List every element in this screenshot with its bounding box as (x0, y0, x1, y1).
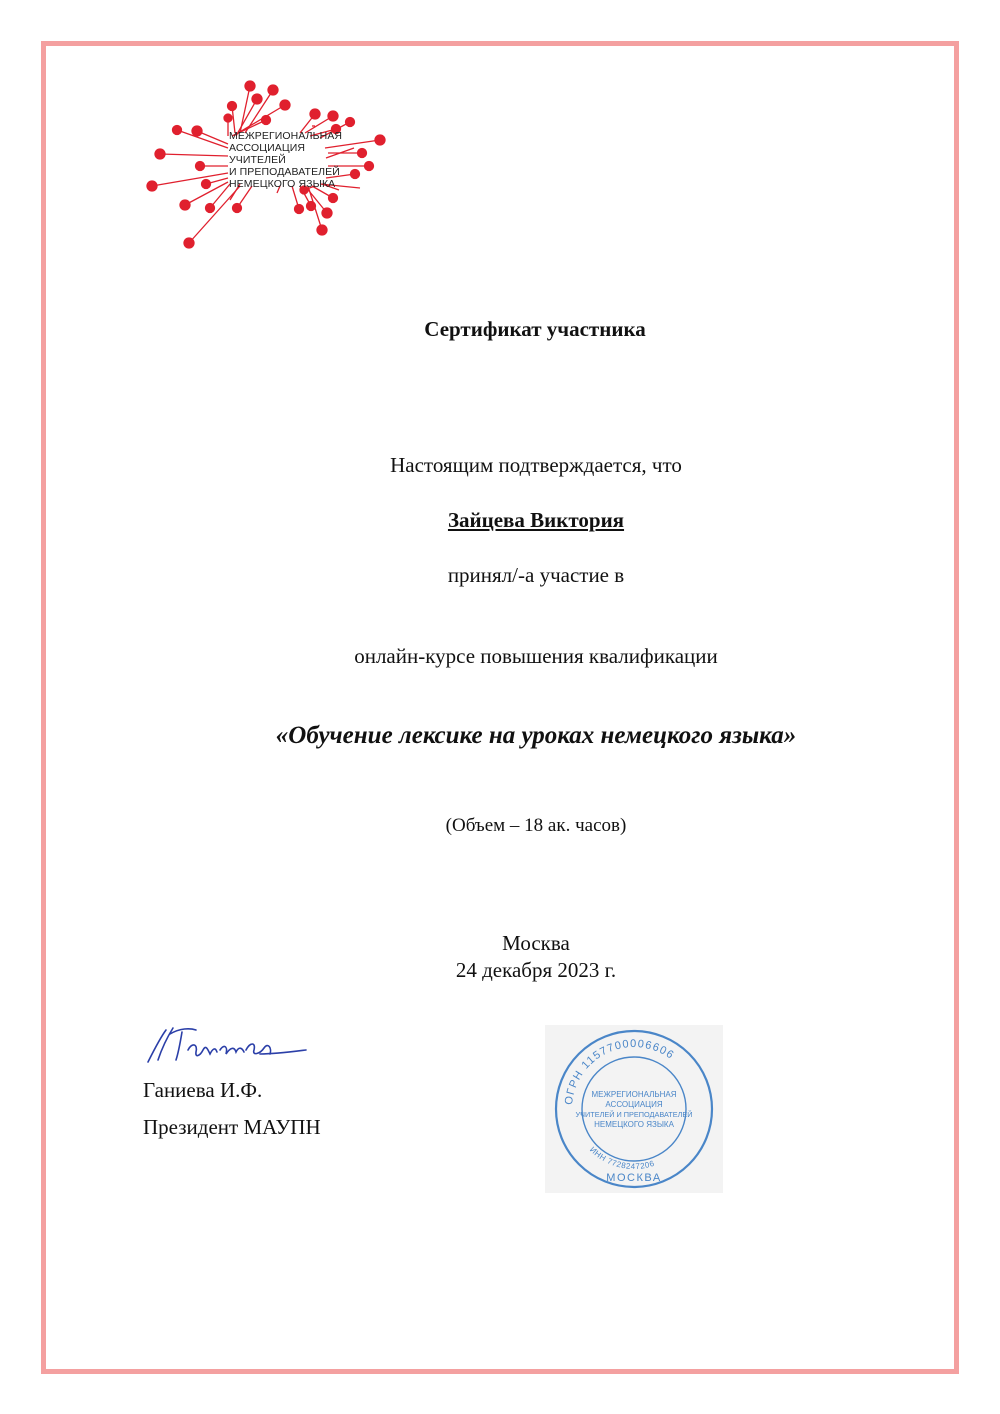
stamp-seal-icon (545, 1025, 723, 1193)
intro-text: Настоящим подтверждается, что (390, 453, 682, 477)
svg-text:УЧИТЕЛЕЙ И ПРЕПОДАВАТЕЛЕЙ: УЧИТЕЛЕЙ И ПРЕПОДАВАТЕЛЕЙ (575, 1110, 693, 1119)
svg-text:МЕЖРЕГИОНАЛЬНАЯ: МЕЖРЕГИОНАЛЬНАЯ (591, 1090, 677, 1099)
course-volume: (Объем – 18 ак. часов) (445, 815, 627, 836)
svg-text:ИНН 7728247206: ИНН 7728247206 (587, 1145, 656, 1172)
handwritten-signature-icon (140, 1020, 310, 1070)
svg-text:НЕМЕЦКОГО ЯЗЫКА: НЕМЕЦКОГО ЯЗЫКА (594, 1120, 674, 1129)
logo-line: АССОЦИАЦИЯ (229, 142, 306, 154)
course-type: онлайн-курсе повышения квалификации (354, 644, 718, 668)
svg-text:МОСКВА: МОСКВА (606, 1172, 662, 1184)
svg-text:ОГРН 1157700006606: ОГРН 1157700006606 (563, 1038, 677, 1106)
signature-image (140, 1020, 310, 1070)
issue-city: Москва (502, 931, 570, 955)
participant-name: Зайцева Виктория (447, 508, 625, 532)
signatory-name: Ганиева И.Ф. (143, 1078, 263, 1102)
logo-line: И ПРЕПОДАВАТЕЛЕЙ (229, 166, 340, 178)
association-logo (140, 78, 430, 258)
course-title: «Обучение лексике на уроках немецкого языка» (275, 722, 797, 749)
participation-text: принял/-а участие в (447, 563, 625, 587)
certificate-title: Сертификат участника (424, 317, 646, 341)
svg-text:АССОЦИАЦИЯ: АССОЦИАЦИЯ (605, 1100, 663, 1109)
logo-text (229, 130, 342, 190)
logo-line: МЕЖРЕГИОНАЛЬНАЯ (229, 130, 343, 142)
issue-date: 24 декабря 2023 г. (455, 958, 617, 982)
signatory-position: Президент МАУПН (143, 1115, 321, 1139)
official-stamp (545, 1025, 723, 1193)
logo-line: НЕМЕЦКОГО ЯЗЫКА (229, 178, 336, 190)
logo-line: УЧИТЕЛЕЙ (229, 154, 286, 166)
